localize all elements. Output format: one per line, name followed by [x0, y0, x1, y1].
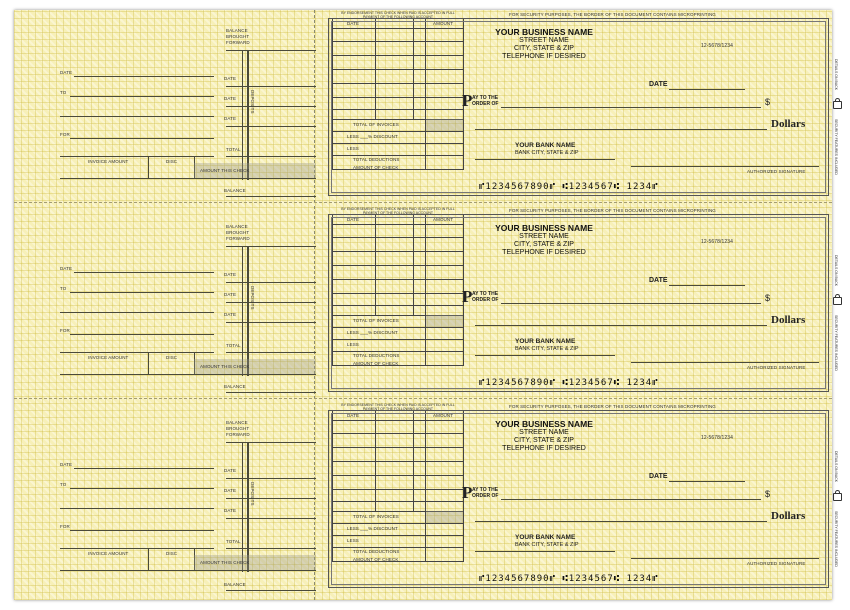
total-invoices-label: TOTAL OF INVOICES	[353, 122, 399, 127]
invoice-amount-label: INVOICE AMOUNT	[88, 551, 129, 556]
check-unit	[14, 10, 838, 203]
city-state-zip: CITY, STATE & ZIP	[514, 437, 574, 444]
stub-to-label: TO	[60, 90, 67, 95]
stub-date-label: DATE	[60, 70, 73, 75]
security-features-text: SECURITY FEATURES INCLUDED	[834, 511, 838, 567]
total-deductions-label: TOTAL DEDUCTIONS	[353, 549, 400, 554]
voucher-header-text: BY ENDORSEMENT THIS CHECK WHEN PAID IS ACCEPTED IN FULL PAYMENT OF THE FOLLOWING ACCOUNT	[341, 11, 455, 19]
balance-label: BALANCE	[226, 420, 248, 425]
lock-icon	[833, 493, 842, 501]
brought-label: BROUGHT	[226, 426, 250, 431]
stub-total-label: TOTAL	[226, 343, 241, 348]
bank-city: BANK CITY, STATE & ZIP	[515, 150, 579, 156]
dollars-word: Dollars	[771, 314, 806, 326]
voucher-amount-col: AMOUNT	[433, 21, 454, 26]
security-notice: FOR SECURITY PURPOSES, THE BORDER OF THIS DOCUMENT CONTAINS MICROPRINTING	[509, 12, 716, 17]
stub-date-label: DATE	[224, 116, 237, 121]
voucher-date-col: DATE	[347, 217, 360, 222]
pay-to-line2: ORDER OF	[472, 101, 499, 107]
amount-of-check-label: AMOUNT OF CHECK	[353, 165, 399, 170]
dollar-sign: $	[765, 97, 771, 107]
city-state-zip: CITY, STATE & ZIP	[514, 241, 574, 248]
deposits-label: DEPOSITS	[250, 482, 255, 506]
less-label: LESS	[347, 538, 359, 543]
disc-label: DISC	[166, 355, 178, 360]
deposits-label: DEPOSITS	[250, 286, 255, 310]
voucher-date-col: DATE	[347, 21, 360, 26]
telephone: TELEPHONE IF DESIRED	[502, 445, 586, 452]
stub-balance-label: BALANCE	[224, 188, 246, 193]
authorized-signature-label: AUTHORIZED SIGNATURE	[747, 365, 806, 370]
dollars-word: Dollars	[771, 510, 806, 522]
lock-icon	[833, 297, 842, 305]
total-deductions-label: TOTAL DEDUCTIONS	[353, 353, 400, 358]
bank-name: YOUR BANK NAME	[515, 338, 576, 345]
voucher-header-text: BY ENDORSEMENT THIS CHECK WHEN PAID IS ACCEPTED IN FULL PAYMENT OF THE FOLLOWING ACCOUNT	[341, 207, 455, 215]
date-label: DATE	[649, 277, 668, 284]
voucher-amount-col: AMOUNT	[433, 217, 454, 222]
amount-of-check-label: AMOUNT OF CHECK	[353, 557, 399, 562]
stub-date-label: DATE	[224, 96, 237, 101]
total-invoices-label: TOTAL OF INVOICES	[353, 318, 399, 323]
security-notice: FOR SECURITY PURPOSES, THE BORDER OF THIS DOCUMENT CONTAINS MICROPRINTING	[509, 404, 716, 409]
forward-label: FORWARD	[226, 236, 250, 241]
fractional-routing: 12-5678/1234	[701, 43, 734, 49]
fractional-routing: 12-5678/1234	[701, 239, 734, 245]
stub-to-label: TO	[60, 482, 67, 487]
voucher-date-col: DATE	[347, 413, 360, 418]
amount-this-check-label: AMOUNT THIS CHECK	[200, 364, 250, 369]
balance-label: BALANCE	[226, 28, 248, 33]
stub-date-label: DATE	[224, 292, 237, 297]
disc-label: DISC	[166, 159, 178, 164]
less-label: LESS	[347, 146, 359, 151]
pay-to-line2: ORDER OF	[472, 297, 499, 303]
street-name: STREET NAME	[519, 233, 569, 240]
forward-label: FORWARD	[226, 432, 250, 437]
stub-date-label: DATE	[60, 462, 73, 467]
amount-of-check-label: AMOUNT OF CHECK	[353, 361, 399, 366]
security-features-text: SECURITY FEATURES INCLUDED	[834, 315, 838, 371]
pay-to-p: P	[462, 287, 473, 306]
bank-city: BANK CITY, STATE & ZIP	[515, 346, 579, 352]
stub-date-label: DATE	[224, 488, 237, 493]
business-block	[479, 419, 609, 453]
micr-line: ⑈1234567890⑈ ⑆1234567⑆ 1234⑈	[479, 378, 659, 388]
total-deductions-label: TOTAL DEDUCTIONS	[353, 157, 400, 162]
voucher-header-text: BY ENDORSEMENT THIS CHECK WHEN PAID IS ACCEPTED IN FULL PAYMENT OF THE FOLLOWING ACCOUNT	[341, 403, 455, 411]
disc-label: DISC	[166, 551, 178, 556]
stub-date-label: DATE	[224, 468, 237, 473]
less-discount-label: LESS ___% DISCOUNT	[347, 526, 398, 531]
details-on-back: DETAILS ON BACK	[834, 59, 838, 91]
total-invoices-label: TOTAL OF INVOICES	[353, 514, 399, 519]
details-on-back: DETAILS ON BACK	[834, 255, 838, 287]
voucher-amount-col: AMOUNT	[433, 413, 454, 418]
stub-for-label: FOR	[60, 132, 70, 137]
invoice-amount-label: INVOICE AMOUNT	[88, 159, 129, 164]
security-notice: FOR SECURITY PURPOSES, THE BORDER OF THIS DOCUMENT CONTAINS MICROPRINTING	[509, 208, 716, 213]
stub-total-label: TOTAL	[226, 539, 241, 544]
business-block	[479, 223, 609, 257]
stub-balance-label: BALANCE	[224, 384, 246, 389]
perforation	[14, 398, 832, 399]
micr-line: ⑈1234567890⑈ ⑆1234567⑆ 1234⑈	[479, 574, 659, 584]
business-block	[479, 27, 609, 61]
balance-label: BALANCE	[226, 224, 248, 229]
check-unit	[14, 206, 838, 399]
business-name: YOUR BUSINESS NAME	[495, 27, 593, 37]
business-name: YOUR BUSINESS NAME	[495, 419, 593, 429]
bank-city: BANK CITY, STATE & ZIP	[515, 542, 579, 548]
stub-date-label: DATE	[224, 312, 237, 317]
stub-balance-label: BALANCE	[224, 582, 246, 587]
stub-for-label: FOR	[60, 328, 70, 333]
bank-name: YOUR BANK NAME	[515, 142, 576, 149]
pay-to-line1: AY TO THE	[472, 95, 499, 101]
less-label: LESS	[347, 342, 359, 347]
security-features-text: SECURITY FEATURES INCLUDED	[834, 119, 838, 175]
perforation	[14, 202, 832, 203]
business-name: YOUR BUSINESS NAME	[495, 223, 593, 233]
pay-to-p: P	[462, 483, 473, 502]
city-state-zip: CITY, STATE & ZIP	[514, 45, 574, 52]
check-sheet	[14, 10, 838, 600]
lock-icon	[833, 101, 842, 109]
check-unit	[14, 402, 838, 600]
less-discount-label: LESS ___% DISCOUNT	[347, 330, 398, 335]
pay-to-line1: AY TO THE	[472, 487, 499, 493]
authorized-signature-label: AUTHORIZED SIGNATURE	[747, 169, 806, 174]
bank-name: YOUR BANK NAME	[515, 534, 576, 541]
pay-to-line2: ORDER OF	[472, 493, 499, 499]
date-label: DATE	[649, 473, 668, 480]
stub-total-label: TOTAL	[226, 147, 241, 152]
details-on-back: DETAILS ON BACK	[834, 451, 838, 483]
dollar-sign: $	[765, 293, 771, 303]
brought-label: BROUGHT	[226, 34, 250, 39]
deposits-label: DEPOSITS	[250, 90, 255, 114]
amount-this-check-label: AMOUNT THIS CHECK	[200, 560, 250, 565]
stub-to-label: TO	[60, 286, 67, 291]
dollars-word: Dollars	[771, 118, 806, 130]
amount-this-check-label: AMOUNT THIS CHECK	[200, 168, 250, 173]
brought-label: BROUGHT	[226, 230, 250, 235]
dollar-sign: $	[765, 489, 771, 499]
stub-date-label: DATE	[224, 272, 237, 277]
stub-date-label: DATE	[224, 76, 237, 81]
street-name: STREET NAME	[519, 429, 569, 436]
stub-for-label: FOR	[60, 524, 70, 529]
date-label: DATE	[649, 81, 668, 88]
stub-date-label: DATE	[60, 266, 73, 271]
forward-label: FORWARD	[226, 40, 250, 45]
street-name: STREET NAME	[519, 37, 569, 44]
micr-line: ⑈1234567890⑈ ⑆1234567⑆ 1234⑈	[479, 182, 659, 192]
fractional-routing: 12-5678/1234	[701, 435, 734, 441]
less-discount-label: LESS ___% DISCOUNT	[347, 134, 398, 139]
pay-to-p: P	[462, 91, 473, 110]
stub-date-label: DATE	[224, 508, 237, 513]
telephone: TELEPHONE IF DESIRED	[502, 249, 586, 256]
invoice-amount-label: INVOICE AMOUNT	[88, 355, 129, 360]
authorized-signature-label: AUTHORIZED SIGNATURE	[747, 561, 806, 566]
pay-to-line1: AY TO THE	[472, 291, 499, 297]
telephone: TELEPHONE IF DESIRED	[502, 53, 586, 60]
